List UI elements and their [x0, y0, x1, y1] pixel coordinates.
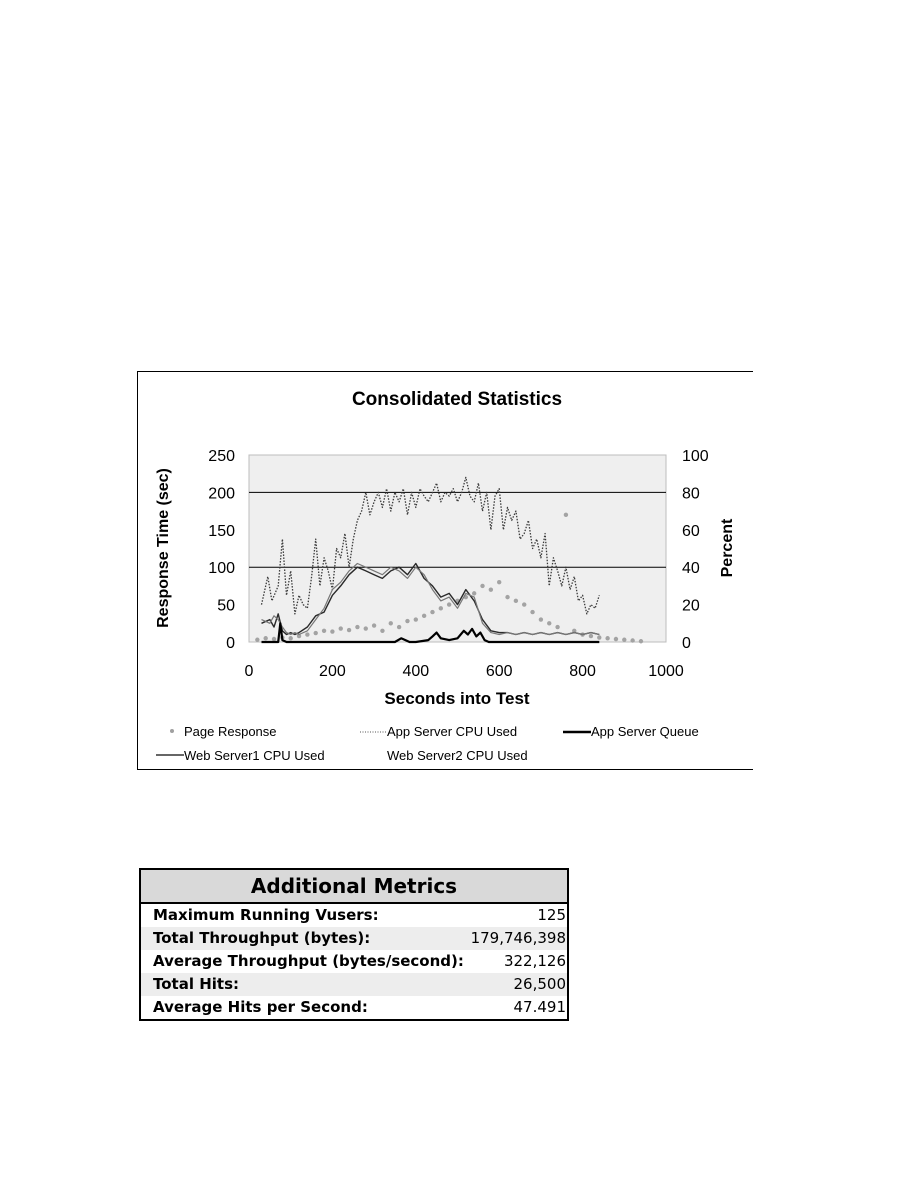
page-response-point: [514, 599, 518, 603]
page-response-point: [405, 619, 409, 623]
page-response-point: [430, 610, 434, 614]
page-response-point: [630, 638, 634, 642]
y-tick-label: 200: [208, 485, 235, 503]
page-response-point: [480, 584, 484, 588]
x-tick-label: 400: [402, 663, 430, 680]
consolidated-statistics-chart: [138, 372, 753, 769]
y-tick-label: 50: [217, 597, 235, 615]
page-response-point: [339, 626, 343, 630]
y-tick-label: 250: [208, 448, 235, 465]
metric-value: 179,746,398: [470, 929, 566, 947]
metrics-title: Additional Metrics: [141, 870, 567, 904]
metric-value: 125: [537, 906, 566, 924]
y2-axis-label: Percent: [719, 518, 736, 578]
page-response-point: [472, 591, 476, 595]
y2-tick-label: 0: [682, 635, 691, 652]
metric-value: 322,126: [503, 952, 566, 970]
page-response-point: [564, 513, 568, 517]
page-response-point: [263, 636, 267, 640]
page-response-point: [497, 580, 501, 584]
page-response-point: [505, 595, 509, 599]
y-axis-label: Response Time (sec): [155, 468, 172, 628]
legend-web2-cpu: Web Server2 CPU Used: [387, 748, 528, 763]
y2-tick-label: 40: [682, 560, 700, 578]
plot-area: [249, 455, 666, 642]
x-axis-label: Seconds into Test: [384, 689, 530, 708]
legend-page-response: Page Response: [184, 724, 277, 739]
page-response-point: [422, 614, 426, 618]
x-tick-label: 0: [244, 663, 254, 680]
page-response-point: [547, 621, 551, 625]
metric-label: Average Throughput (bytes/second):: [153, 952, 464, 970]
legend-web1-cpu: Web Server1 CPU Used: [184, 748, 325, 763]
y2-tick-label: 20: [682, 597, 700, 615]
metric-value: 26,500: [513, 975, 566, 993]
metric-label: Total Throughput (bytes):: [153, 929, 371, 947]
y2-tick-label: 80: [682, 485, 700, 503]
page-response-point: [447, 602, 451, 606]
page-response-point: [355, 625, 359, 629]
additional-metrics-table: [139, 868, 569, 1021]
x-tick-label: 200: [319, 663, 346, 680]
chart-container: [137, 371, 753, 770]
page-response-point: [605, 636, 609, 640]
page-response-point: [289, 636, 293, 640]
page-response-point: [530, 610, 534, 614]
page-response-point: [589, 634, 593, 638]
page-response-point: [380, 629, 384, 633]
y-tick-label: 0: [226, 635, 235, 652]
y-tick-label: 100: [208, 560, 235, 578]
page-response-point: [255, 638, 259, 642]
chart-title: Consolidated Statistics: [351, 389, 563, 410]
metric-label: Maximum Running Vusers:: [153, 906, 379, 924]
page-response-point: [364, 626, 368, 630]
page-response-point: [414, 617, 418, 621]
page-response-point: [639, 639, 643, 643]
page-response-point: [539, 617, 543, 621]
page-response-point: [555, 625, 559, 629]
page-response-point: [305, 632, 309, 636]
metrics-row: [141, 927, 567, 950]
page-response-point: [439, 606, 443, 610]
page-response-point: [389, 621, 393, 625]
y2-tick-label: 60: [682, 522, 700, 540]
metric-value: 47.491: [513, 998, 566, 1016]
page-response-point: [322, 629, 326, 633]
metric-label: Average Hits per Second:: [153, 998, 368, 1016]
y2-tick-label: 100: [682, 448, 709, 465]
metrics-row: [141, 996, 567, 1019]
x-tick-label: 800: [569, 663, 596, 680]
page-response-point: [522, 602, 526, 606]
page-response-point: [614, 637, 618, 641]
page-response-point: [314, 631, 318, 635]
page-response-point: [347, 628, 351, 632]
x-tick-label: 600: [485, 663, 513, 680]
y-tick-label: 150: [208, 522, 235, 540]
metrics-row: [141, 973, 567, 996]
x-tick-label: 1000: [648, 663, 684, 680]
legend-page-response-marker: [170, 729, 174, 733]
legend-app-cpu: App Server CPU Used: [387, 724, 518, 739]
page-response-point: [489, 587, 493, 591]
legend-app-queue: App Server Queue: [591, 724, 699, 739]
page-response-point: [397, 625, 401, 629]
metric-label: Total Hits:: [153, 975, 239, 993]
page-response-point: [330, 629, 334, 633]
page-response-point: [272, 637, 276, 641]
page-response-point: [622, 638, 626, 642]
metrics-row: [141, 950, 567, 973]
metrics-row: [141, 904, 567, 927]
page-response-point: [597, 635, 601, 639]
page-response-point: [372, 623, 376, 627]
